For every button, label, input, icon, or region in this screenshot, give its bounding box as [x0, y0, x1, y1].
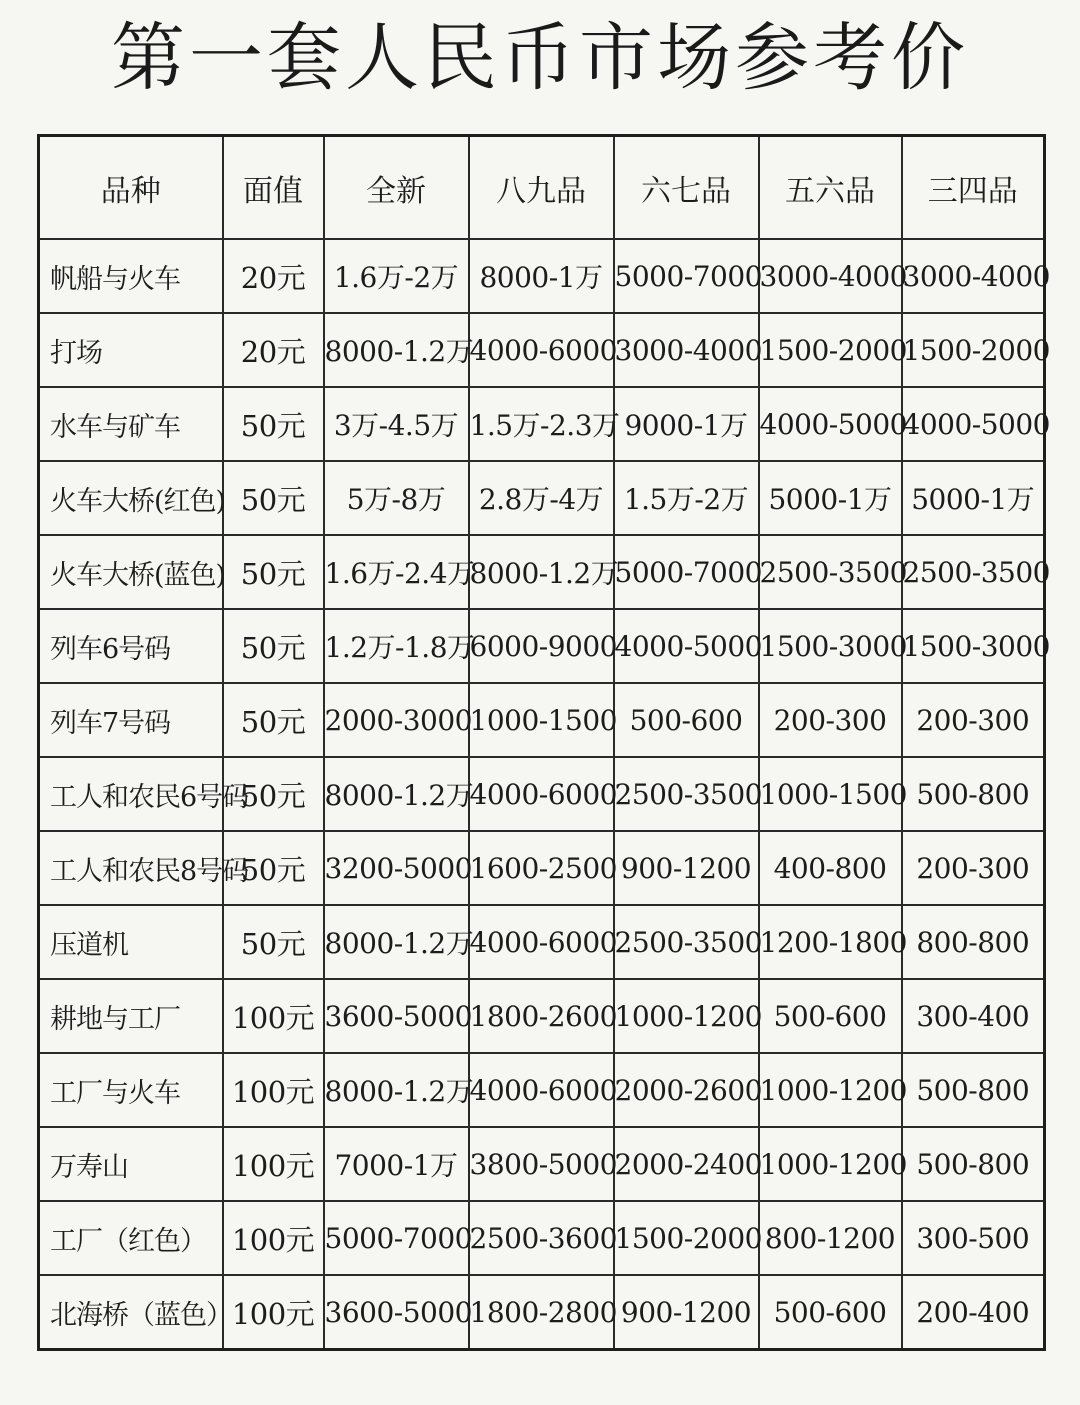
table-row: [39, 1201, 1045, 1275]
table-row: [39, 905, 1045, 979]
price-grade-67-cell: 2000-2600: [614, 1053, 759, 1127]
price-grade-89-cell: 2500-3600: [469, 1201, 614, 1275]
price-new-cell: 2000-3000: [324, 683, 469, 757]
table-row: [39, 683, 1045, 757]
table-row: [39, 1275, 1045, 1350]
price-grade-56-cell: 200-300: [759, 683, 902, 757]
table-row: [39, 387, 1045, 461]
price-grade-56-cell: 1200-1800: [759, 905, 902, 979]
face-value-cell: 50元: [223, 387, 324, 461]
face-value-cell: 100元: [223, 1053, 324, 1127]
variety-cell: 水车与矿车: [39, 387, 223, 461]
price-new-cell: 3万-4.5万: [324, 387, 469, 461]
price-grade-56-cell: 500-600: [759, 1275, 902, 1350]
variety-cell: 工厂（红色）: [39, 1201, 223, 1275]
table-row: [39, 313, 1045, 387]
face-value-cell: 100元: [223, 1127, 324, 1201]
variety-cell: 火车大桥(蓝色): [39, 535, 223, 609]
price-grade-34-cell: 200-300: [902, 831, 1045, 905]
price-new-cell: 5万-8万: [324, 461, 469, 535]
price-grade-56-cell: 1500-3000: [759, 609, 902, 683]
price-grade-89-cell: 8000-1.2万: [469, 535, 614, 609]
price-grade-67-cell: 2500-3500: [614, 905, 759, 979]
price-grade-67-cell: 1.5万-2万: [614, 461, 759, 535]
price-grade-34-cell: 5000-1万: [902, 461, 1045, 535]
price-new-cell: 8000-1.2万: [324, 313, 469, 387]
variety-cell: 列车7号码: [39, 683, 223, 757]
face-value-cell: 50元: [223, 609, 324, 683]
price-grade-89-cell: 1.5万-2.3万: [469, 387, 614, 461]
price-grade-89-cell: 4000-6000: [469, 1053, 614, 1127]
price-grade-67-cell: 900-1200: [614, 831, 759, 905]
column-header-new: 全新: [324, 136, 469, 240]
price-grade-67-cell: 900-1200: [614, 1275, 759, 1350]
price-grade-34-cell: 1500-3000: [902, 609, 1045, 683]
price-grade-56-cell: 2500-3500: [759, 535, 902, 609]
variety-cell: 工厂与火车: [39, 1053, 223, 1127]
price-grade-67-cell: 9000-1万: [614, 387, 759, 461]
price-grade-34-cell: 4000-5000: [902, 387, 1045, 461]
price-grade-34-cell: 500-800: [902, 1127, 1045, 1201]
price-grade-89-cell: 4000-6000: [469, 905, 614, 979]
column-header-grade-56: 五六品: [759, 136, 902, 240]
price-grade-89-cell: 1800-2800: [469, 1275, 614, 1350]
price-new-cell: 7000-1万: [324, 1127, 469, 1201]
price-new-cell: 1.2万-1.8万: [324, 609, 469, 683]
price-grade-56-cell: 500-600: [759, 979, 902, 1053]
price-grade-67-cell: 1500-2000: [614, 1201, 759, 1275]
price-new-cell: 8000-1.2万: [324, 1053, 469, 1127]
price-grade-67-cell: 2000-2400: [614, 1127, 759, 1201]
price-grade-34-cell: 800-800: [902, 905, 1045, 979]
face-value-cell: 50元: [223, 831, 324, 905]
price-grade-89-cell: 1000-1500: [469, 683, 614, 757]
column-header-grade-34: 三四品: [902, 136, 1045, 240]
face-value-cell: 100元: [223, 1201, 324, 1275]
price-grade-67-cell: 2500-3500: [614, 757, 759, 831]
variety-cell: 火车大桥(红色): [39, 461, 223, 535]
price-grade-89-cell: 3800-5000: [469, 1127, 614, 1201]
face-value-cell: 20元: [223, 313, 324, 387]
face-value-cell: 100元: [223, 979, 324, 1053]
price-grade-89-cell: 6000-9000: [469, 609, 614, 683]
table-row: [39, 609, 1045, 683]
table-row: [39, 535, 1045, 609]
price-grade-56-cell: 1500-2000: [759, 313, 902, 387]
column-header-grade-89: 八九品: [469, 136, 614, 240]
face-value-cell: 50元: [223, 905, 324, 979]
price-grade-89-cell: 8000-1万: [469, 239, 614, 313]
price-grade-56-cell: 400-800: [759, 831, 902, 905]
face-value-cell: 50元: [223, 683, 324, 757]
price-grade-34-cell: 200-400: [902, 1275, 1045, 1350]
column-header-grade-67: 六七品: [614, 136, 759, 240]
price-grade-34-cell: 3000-4000: [902, 239, 1045, 313]
price-grade-67-cell: 3000-4000: [614, 313, 759, 387]
variety-cell: 工人和农民6号码: [39, 757, 223, 831]
column-header-variety: 品种: [39, 136, 223, 240]
face-value-cell: 50元: [223, 535, 324, 609]
price-grade-34-cell: 1500-2000: [902, 313, 1045, 387]
price-new-cell: 3600-5000: [324, 979, 469, 1053]
price-grade-89-cell: 2.8万-4万: [469, 461, 614, 535]
price-grade-34-cell: 200-300: [902, 683, 1045, 757]
price-grade-34-cell: 300-500: [902, 1201, 1045, 1275]
header-row: [39, 136, 1045, 240]
variety-cell: 耕地与工厂: [39, 979, 223, 1053]
variety-cell: 压道机: [39, 905, 223, 979]
price-grade-56-cell: 1000-1200: [759, 1127, 902, 1201]
price-new-cell: 8000-1.2万: [324, 757, 469, 831]
price-grade-89-cell: 1600-2500: [469, 831, 614, 905]
price-grade-89-cell: 4000-6000: [469, 757, 614, 831]
price-new-cell: 3600-5000: [324, 1275, 469, 1350]
price-new-cell: 1.6万-2.4万: [324, 535, 469, 609]
face-value-cell: 50元: [223, 757, 324, 831]
price-grade-67-cell: 5000-7000: [614, 535, 759, 609]
price-table: [37, 134, 1050, 1351]
price-grade-67-cell: 4000-5000: [614, 609, 759, 683]
table-row: [39, 239, 1045, 313]
price-grade-67-cell: 500-600: [614, 683, 759, 757]
price-grade-67-cell: 5000-7000: [614, 239, 759, 313]
price-grade-56-cell: 3000-4000: [759, 239, 902, 313]
column-header-face-value: 面值: [223, 136, 324, 240]
price-new-cell: 1.6万-2万: [324, 239, 469, 313]
price-grade-56-cell: 4000-5000: [759, 387, 902, 461]
face-value-cell: 50元: [223, 461, 324, 535]
variety-cell: 北海桥（蓝色）: [39, 1275, 223, 1350]
variety-cell: 帆船与火车: [39, 239, 223, 313]
price-grade-89-cell: 1800-2600: [469, 979, 614, 1053]
price-new-cell: 5000-7000: [324, 1201, 469, 1275]
variety-cell: 工人和农民8号码: [39, 831, 223, 905]
price-new-cell: 3200-5000: [324, 831, 469, 905]
price-grade-34-cell: 2500-3500: [902, 535, 1045, 609]
price-grade-67-cell: 1000-1200: [614, 979, 759, 1053]
document-title: 第一套人民币市场参考价: [111, 15, 969, 101]
table-row: [39, 831, 1045, 905]
variety-cell: 打场: [39, 313, 223, 387]
price-grade-34-cell: 500-800: [902, 757, 1045, 831]
face-value-cell: 100元: [223, 1275, 324, 1350]
table-row: [39, 757, 1045, 831]
table-row: [39, 1053, 1045, 1127]
price-new-cell: 8000-1.2万: [324, 905, 469, 979]
table-row: [39, 979, 1045, 1053]
face-value-cell: 20元: [223, 239, 324, 313]
table-row: [39, 1127, 1045, 1201]
price-grade-56-cell: 1000-1500: [759, 757, 902, 831]
price-grade-34-cell: 500-800: [902, 1053, 1045, 1127]
variety-cell: 万寿山: [39, 1127, 223, 1201]
price-grade-89-cell: 4000-6000: [469, 313, 614, 387]
price-grade-56-cell: 1000-1200: [759, 1053, 902, 1127]
price-grade-34-cell: 300-400: [902, 979, 1045, 1053]
price-grade-56-cell: 5000-1万: [759, 461, 902, 535]
price-grade-56-cell: 800-1200: [759, 1201, 902, 1275]
variety-cell: 列车6号码: [39, 609, 223, 683]
table-row: [39, 461, 1045, 535]
